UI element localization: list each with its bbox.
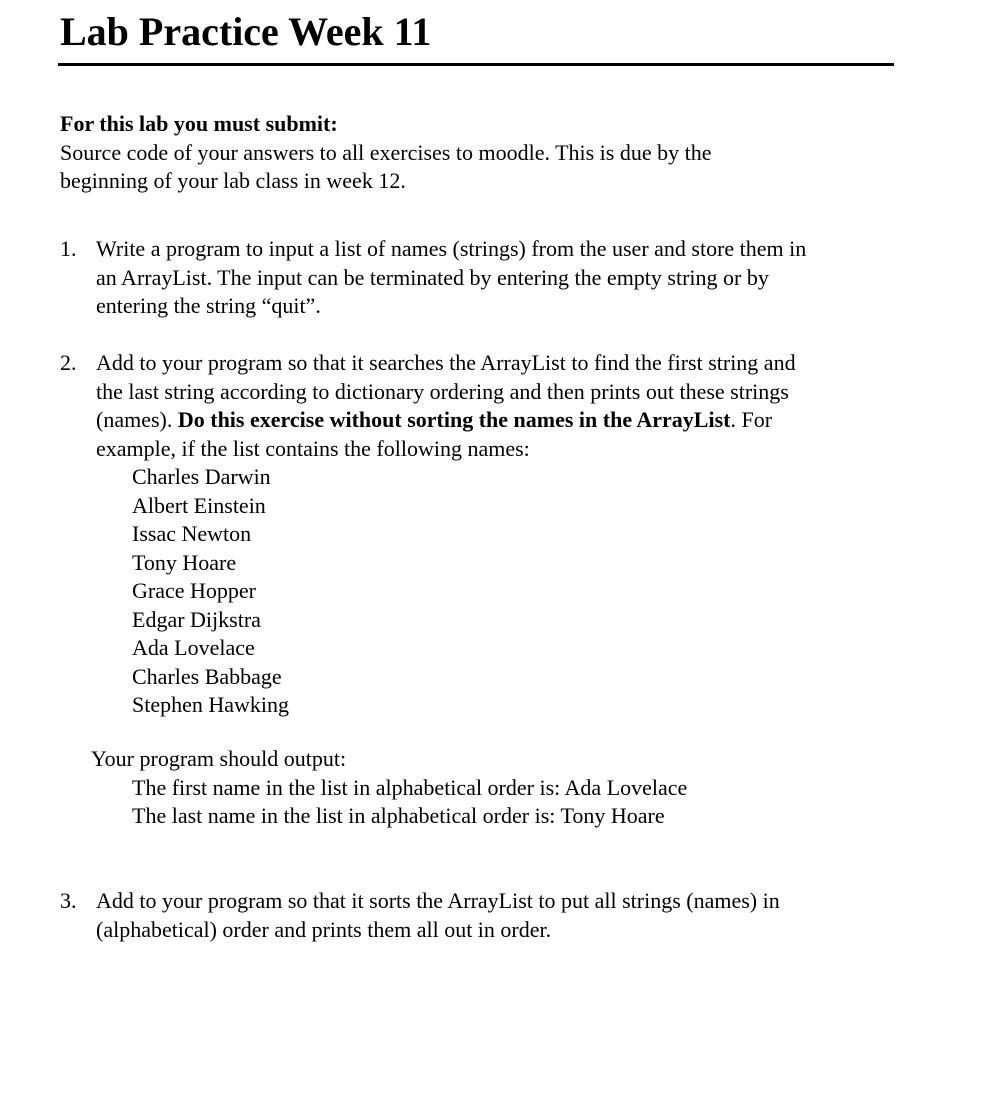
- output-line: The last name in the list in alphabetical order is: Tony Hoare: [132, 803, 665, 828]
- exercise-number: 1.: [60, 236, 77, 261]
- exercise-1: [60, 235, 900, 321]
- exercise-text-line: Write a program to input a list of names (strings) from the user and store them in: [96, 236, 807, 261]
- submission-instructions: [60, 110, 900, 196]
- list-item: Charles Babbage: [132, 663, 282, 689]
- exercise-number: 2.: [60, 350, 77, 375]
- exercise-text-fragment: (names).: [96, 407, 178, 432]
- exercise-text-line: [96, 406, 900, 435]
- exercise-text-line: Add to your program so that it searches the ArrayList to find the first string and: [96, 350, 796, 375]
- list-item: Charles Darwin: [132, 464, 271, 489]
- list-item: Albert Einstein: [132, 492, 266, 518]
- exercise-text-fragment: . For: [730, 407, 773, 432]
- submission-text-line: Source code of your answers to all exercises to moodle. This is due by the: [60, 139, 712, 165]
- exercise-text-line: example, if the list contains the following names:: [96, 435, 530, 461]
- exercise-text-line: entering the string “quit”.: [96, 293, 321, 318]
- output-line: The first name in the list in alphabetical order is: Ada Lovelace: [132, 774, 688, 800]
- list-item: Stephen Hawking: [132, 692, 290, 717]
- exercise-2: [60, 349, 900, 720]
- exercise-number: 3.: [60, 888, 77, 913]
- exercise-text-line: (alphabetical) order and prints them all out in order.: [96, 916, 552, 942]
- exercise-body: [96, 235, 900, 321]
- exercise-body: [96, 887, 900, 944]
- submission-text-line: beginning of your lab class in week 12.: [60, 168, 406, 193]
- emphasis-no-sorting: Do this exercise without sorting the names in the ArrayList: [177, 407, 731, 432]
- title-divider: [58, 63, 894, 66]
- page-title: Lab Practice Week 11: [60, 9, 432, 54]
- exercise-3: [60, 887, 900, 944]
- submission-heading: For this lab you must submit:: [60, 111, 338, 136]
- list-item: Ada Lovelace: [132, 635, 255, 660]
- list-item: Grace Hopper: [132, 578, 256, 603]
- exercise-text-line: the last string according to dictionary ordering and then prints out these strings: [96, 378, 789, 404]
- example-names-list: [96, 463, 900, 720]
- output-intro: Your program should output:: [91, 746, 347, 771]
- list-item: Edgar Dijkstra: [132, 606, 261, 632]
- exercise-body: [96, 349, 900, 720]
- list-item: Issac Newton: [132, 521, 252, 546]
- output-lines: [91, 774, 891, 831]
- exercise-text-line: Add to your program so that it sorts the ArrayList to put all strings (names) in: [96, 888, 780, 913]
- exercise-text-line: an ArrayList. The input can be terminated by entering the empty string or by: [96, 264, 769, 290]
- list-item: Tony Hoare: [132, 549, 237, 575]
- expected-output: [91, 745, 891, 831]
